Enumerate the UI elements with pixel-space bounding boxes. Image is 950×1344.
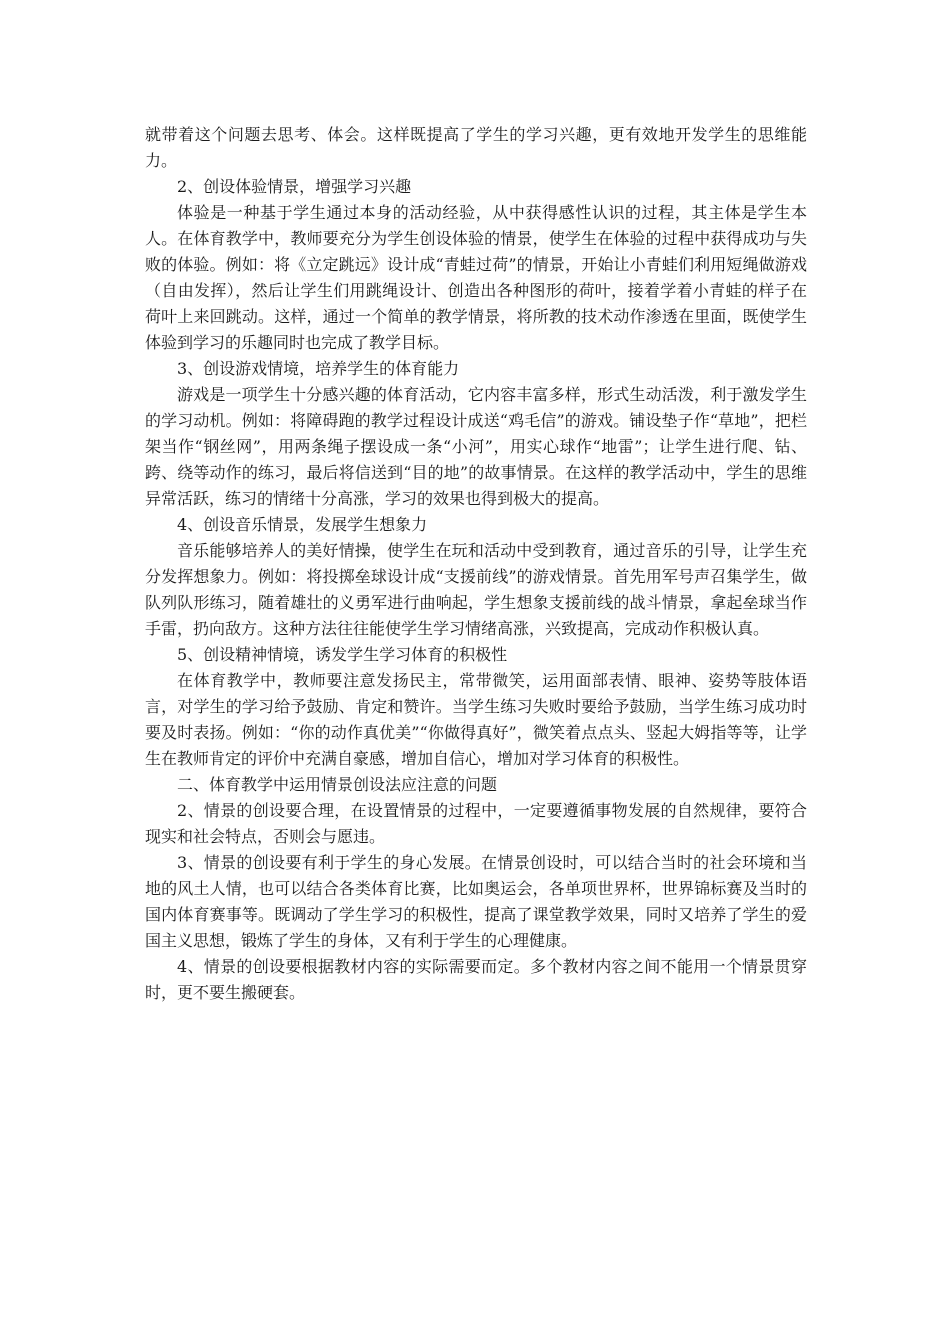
paragraph-game: 游戏是一项学生十分感兴趣的体育活动，它内容丰富多样，形式生动活泼，利于激发学生的学习动机。例如：将障碍跑的教学过程设计成送“鸡毛信”的游戏。铺设垫子作“草地”，把栏架当作“钢丝网”，用两条绳子摆设成一条“小河”，用实心球作“地雷”；让学生进行爬、钻、跨、绕等动作的练习，最后将信送到“目的地”的故事情景。在这样的教学活动中，学生的思维异常活跃，练习的情绪十分高涨，学习的效果也得到极大的提高。 [145,385,807,508]
section-heading-3: 3、创设游戏情境，培养学生的体育能力 [177,359,460,378]
paragraph-music: 音乐能够培养人的美好情操，使学生在玩和活动中受到教育，通过音乐的引导，让学生充分发挥想象力。例如：将投掷垒球设计成“支援前线”的游戏情景。首先用军号声召集学生，做队列队形练习，随着雄壮的义勇军进行曲响起，学生想象支援前线的战斗情景，拿起垒球当作手雷，扔向敌方。这种方法往往能使学生学习情绪高涨，兴致提高，完成动作积极认真。 [145,541,807,638]
paragraph-experience: 体验是一种基于学生通过本身的活动经验，从中获得感性认识的过程，其主体是学生本人。在体育教学中，教师要充分为学生创设体验的情景，使学生在体验的过程中获得成功与失败的体验。例如：将《立定跳远》设计成“青蛙过荷”的情景，开始让小青蛙们利用短绳做游戏（自由发挥），然后让学生们用跳绳设计、创造出各种图形的荷叶，接着学着小青蛙的样子在荷叶上来回跳动。这样，通过一个简单的教学情景，将所教的技术动作渗透在里面，既使学生体验到学习的乐趣同时也完成了教学目标。 [145,203,807,352]
section-heading-5: 5、创设精神情境，诱发学生学习体育的积极性 [177,645,508,664]
section-heading-4: 4、创设音乐情景，发展学生想象力 [177,515,428,534]
paragraph-point-3: 3、情景的创设要有利于学生的身心发展。在情景创设时，可以结合当时的社会环境和当地的风土人情，也可以结合各类体育比赛，比如奥运会，各单项世界杯，世界锦标赛及当时的国内体育赛事等。既调动了学生学习的积极性，提高了课堂教学效果，同时又培养了学生的爱国主义思想，锻炼了学生的身体，又有利于学生的心理健康。 [145,853,807,950]
paragraph-continuation: 就带着这个问题去思考、体会。这样既提高了学生的学习兴趣，更有效地开发学生的思维能力。 [145,125,807,170]
section-heading-2: 2、创设体验情景，增强学习兴趣 [177,177,412,196]
paragraph-spirit: 在体育教学中，教师要注意发扬民主，常带微笑，运用面部表情、眼神、姿势等肢体语言，对学生的学习给予鼓励、肯定和赞许。当学生练习失败时要给予鼓励，当学生练习成功时要及时表扬。例如：“你的动作真优美”“你做得真好”，微笑着点点头、竖起大姆指等等，让学生在教师肯定的评价中充满自豪感，增加自信心，增加对学习体育的积极性。 [145,671,807,768]
section-heading-part-two: 二、体育教学中运用情景创设法应注意的问题 [177,775,498,794]
paragraph-point-2: 2、情景的创设要合理，在设置情景的过程中，一定要遵循事物发展的自然规律，要符合现实和社会特点，否则会与愿违。 [145,801,807,846]
document-body [145,122,807,1006]
paragraph-point-4: 4、情景的创设要根据教材内容的实际需要而定。多个教材内容之间不能用一个情景贯穿时，更不要生搬硬套。 [145,957,807,1002]
